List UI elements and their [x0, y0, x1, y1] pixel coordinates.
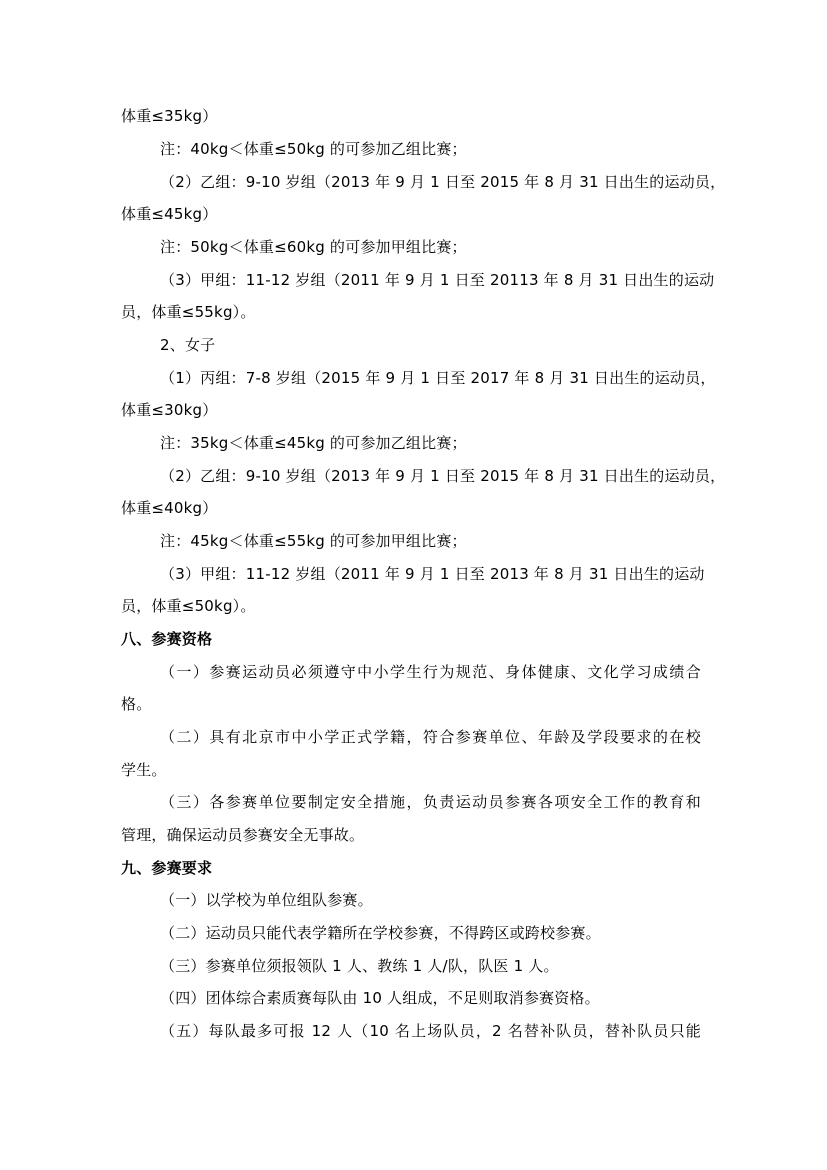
text-line: （1）丙组：7-8 岁组（2015 年 9 月 1 日至 2017 年 8 月 31 日出生的运动员， — [160, 369, 716, 387]
text-line: （2）乙组：9-10 岁组（2013 年 9 月 1 日至 2015 年 8 月 31 日出生的运动员， — [160, 173, 726, 191]
text-line: 体重≤40kg） — [121, 499, 218, 517]
section-heading: 九、参赛要求 — [121, 859, 213, 877]
text-line: （三）参赛单位须报领队 1 人、教练 1 人/队，队医 1 人。 — [160, 957, 559, 975]
text-line: 格。 — [121, 695, 152, 713]
text-line: （二）具有北京市中小学正式学籍，符合参赛单位、年龄及学段要求的在校 — [160, 728, 701, 746]
text-line: （一）以学校为单位组队参赛。 — [160, 891, 373, 909]
note-line: 注：40kg＜体重≤50kg 的可参加乙组比赛； — [160, 140, 467, 158]
note-line: 注：45kg＜体重≤55kg 的可参加甲组比赛； — [160, 532, 467, 550]
text-line: （五）每队最多可报 12 人（10 名上场队员，2 名替补队员，替补队员只能 — [160, 1022, 701, 1040]
text-line: 员，体重≤55kg）。 — [121, 303, 256, 321]
text-line: 学生。 — [121, 761, 167, 779]
note-line: 注：35kg＜体重≤45kg 的可参加乙组比赛； — [160, 434, 467, 452]
text-line: （四）团体综合素质赛每队由 10 人组成，不足则取消参赛资格。 — [160, 989, 600, 1007]
text-line: 员，体重≤50kg）。 — [121, 597, 256, 615]
text-line: （三）各参赛单位要制定安全措施，负责运动员参赛各项安全工作的教育和 — [160, 793, 701, 811]
subsection-title: 2、女子 — [160, 336, 216, 354]
note-line: 注：50kg＜体重≤60kg 的可参加甲组比赛； — [160, 238, 467, 256]
text-line: （3）甲组：11-12 岁组（2011 年 9 月 1 日至 2013 年 8 月 31 日出生的运动 — [160, 565, 705, 583]
text-line: （二）运动员只能代表学籍所在学校参赛，不得跨区或跨校参赛。 — [160, 924, 601, 942]
text-line: 体重≤35kg） — [121, 107, 218, 125]
text-line: 体重≤45kg） — [121, 205, 218, 223]
text-line: （2）乙组：9-10 岁组（2013 年 9 月 1 日至 2015 年 8 月 31 日出生的运动员， — [160, 467, 726, 485]
text-line: 管理，确保运动员参赛安全无事故。 — [121, 826, 365, 844]
text-line: 体重≤30kg） — [121, 401, 218, 419]
section-heading: 八、参赛资格 — [121, 630, 213, 648]
text-line: （一）参赛运动员必须遵守中小学生行为规范、身体健康、文化学习成绩合 — [160, 663, 701, 681]
text-line: （3）甲组：11-12 岁组（2011 年 9 月 1 日至 20113 年 8 月 31 日出生的运动 — [160, 271, 715, 289]
